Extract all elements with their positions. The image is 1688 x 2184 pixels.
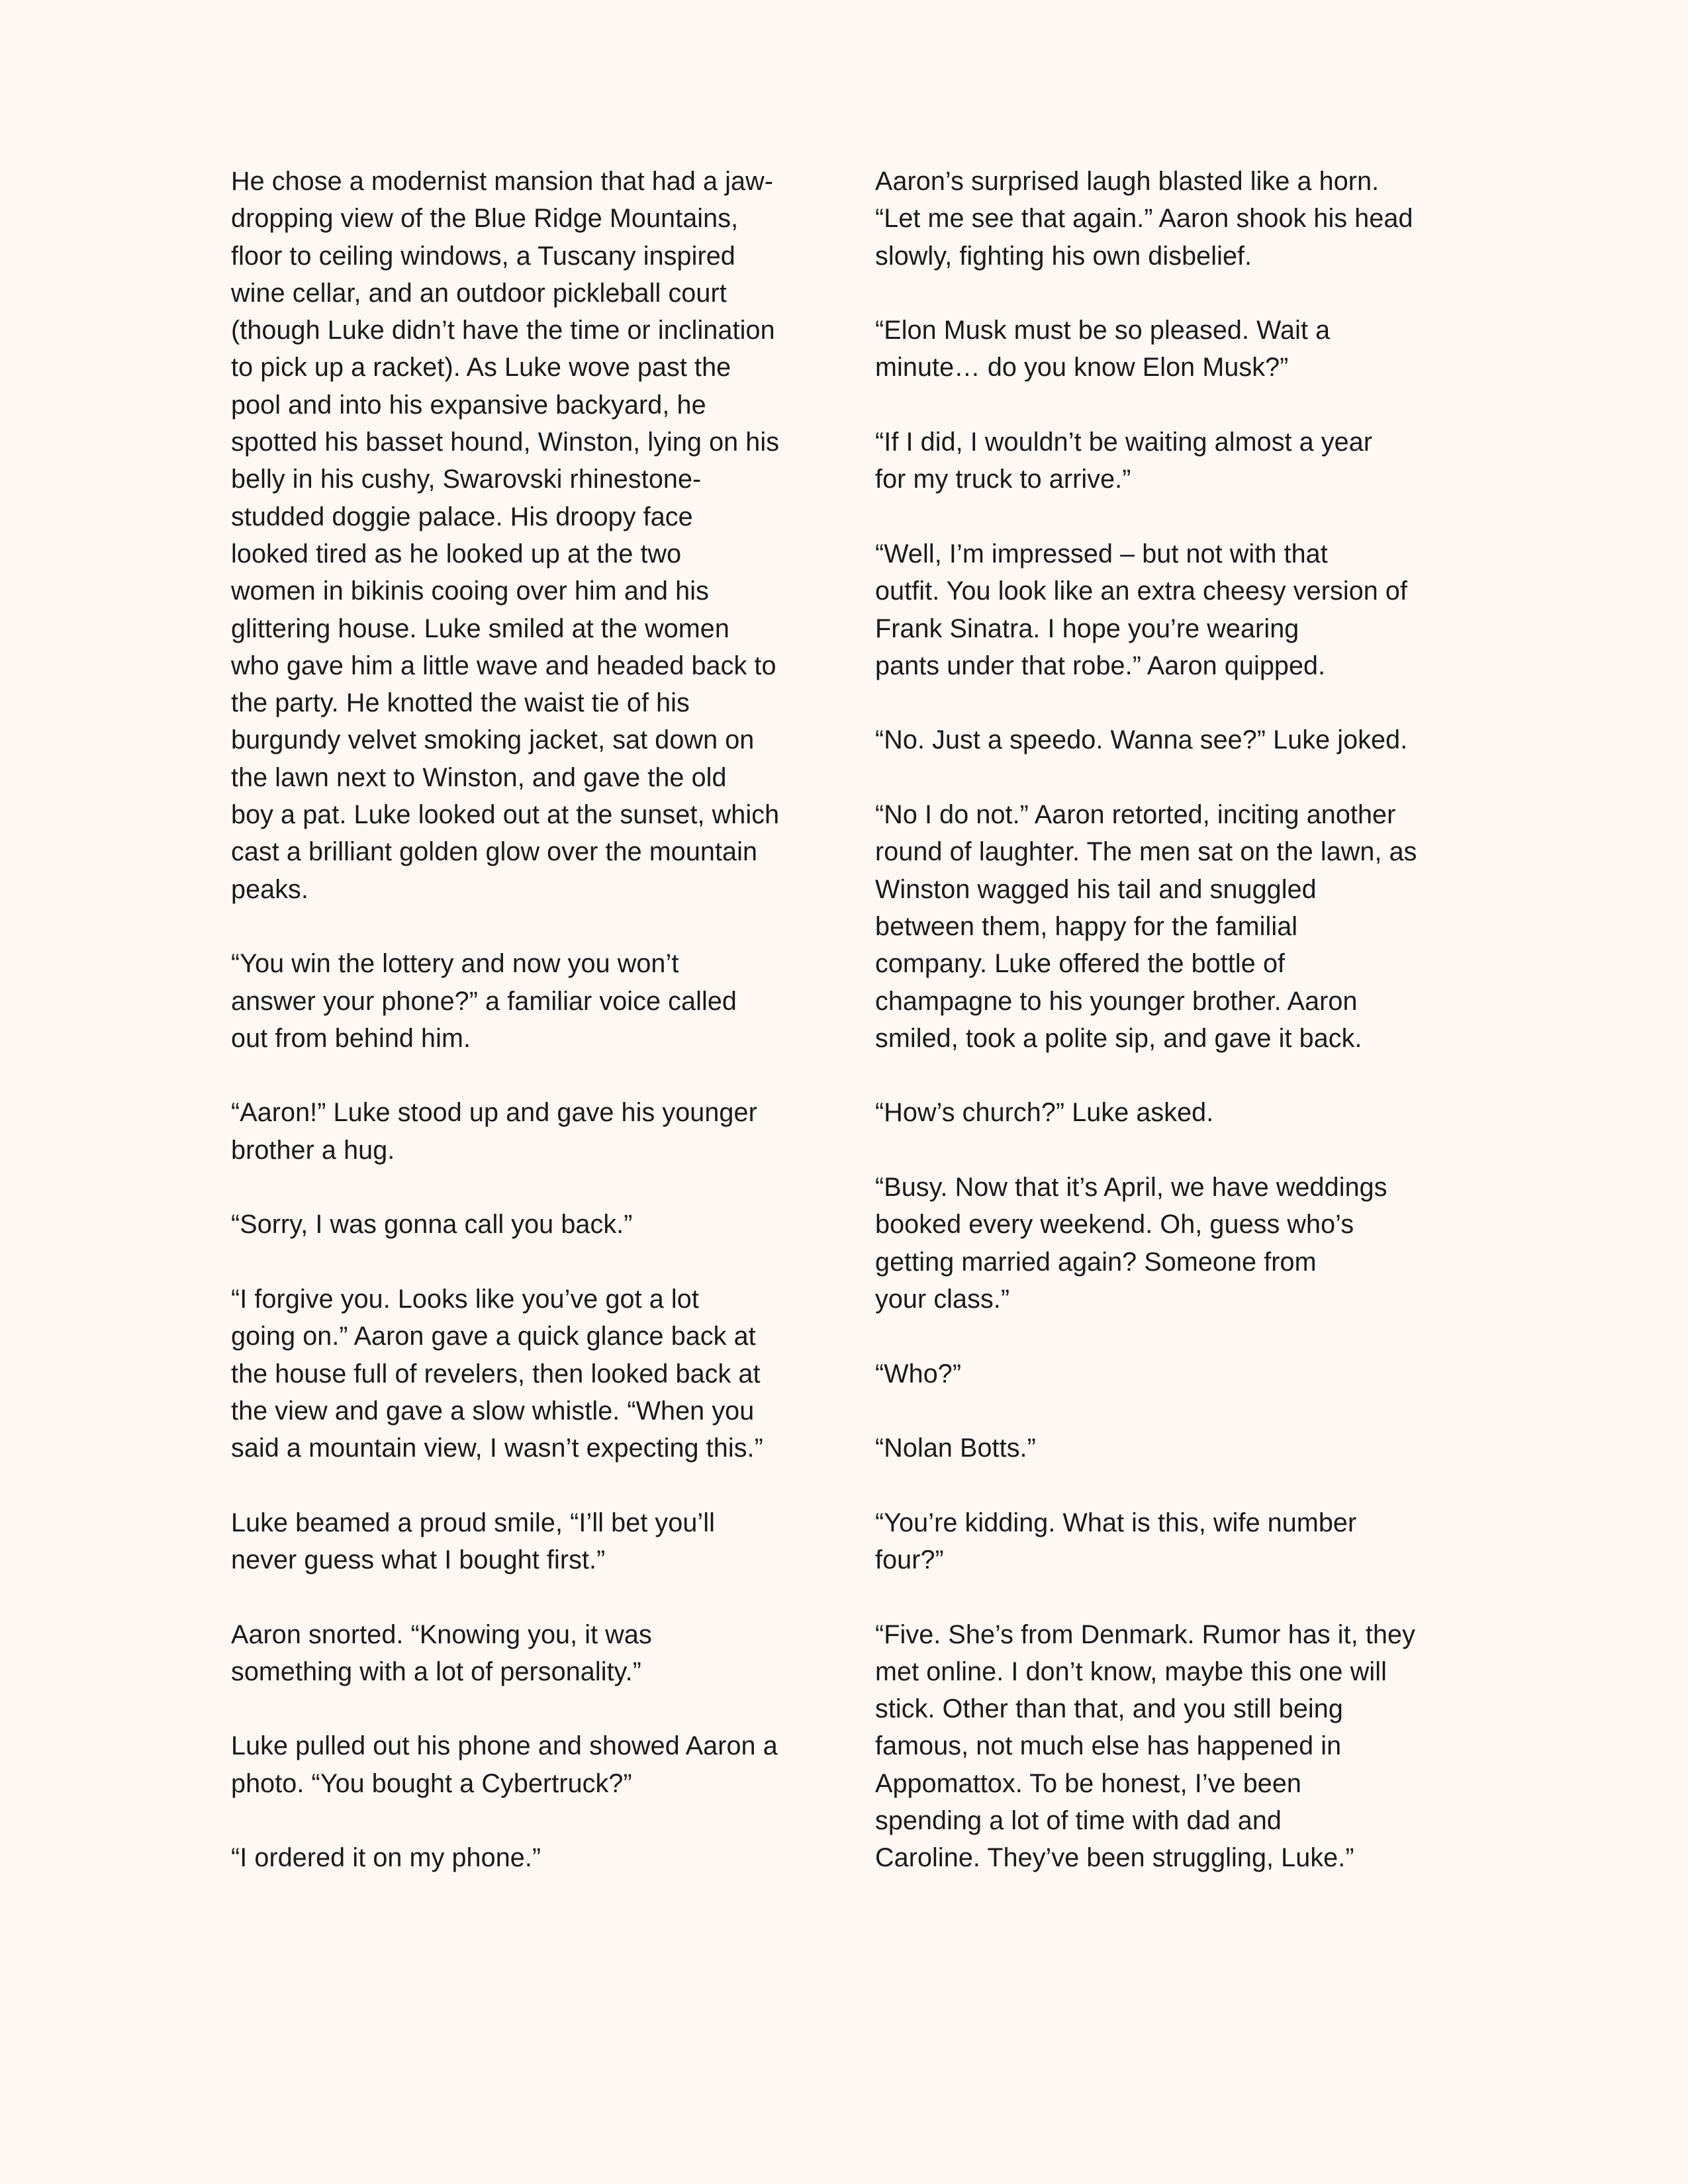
text-line: photo. “You bought a Cybertruck?” <box>231 1768 632 1798</box>
paragraph <box>875 721 1464 758</box>
paragraph-gap <box>231 1169 820 1206</box>
paragraph-gap <box>231 1802 820 1839</box>
text-line: “Let me see that again.” Aaron shook his head <box>875 204 1413 234</box>
paragraph-gap <box>231 908 820 945</box>
text-line: said a mountain view, I wasn’t expecting this.” <box>231 1433 763 1463</box>
text-line: pool and into his expansive backyard, he <box>231 390 706 420</box>
text-line: the view and gave a slow whistle. “When you <box>231 1396 755 1426</box>
text-line: the party. He knotted the waist tie of his <box>231 688 690 718</box>
right-text-column <box>875 163 1464 1877</box>
text-line: Aaron’s surprised laugh blasted like a horn. <box>875 167 1380 196</box>
text-line: pants under that robe.” Aaron quipped. <box>875 651 1326 680</box>
text-line: for my truck to arrive.” <box>875 465 1131 494</box>
paragraph-gap <box>231 1467 820 1504</box>
paragraph <box>231 1206 820 1243</box>
paragraph <box>875 312 1464 387</box>
text-line: burgundy velvet smoking jacket, sat down on <box>231 725 755 755</box>
text-line: met online. I don’t know, maybe this one will <box>875 1657 1387 1686</box>
text-line: famous, not much else has happened in <box>875 1731 1342 1761</box>
text-line: slowly, fighting his own disbelief. <box>875 241 1252 271</box>
paragraph <box>875 1094 1464 1131</box>
paragraph <box>231 1504 820 1579</box>
text-line: never guess what I bought first.” <box>231 1545 606 1574</box>
text-line: who gave him a little wave and headed back to <box>231 651 776 680</box>
text-line: cast a brilliant golden glow over the mountain <box>231 837 758 867</box>
paragraph <box>231 1281 820 1467</box>
paragraph <box>875 1616 1464 1877</box>
text-line: Appomattox. To be honest, I’ve been <box>875 1768 1301 1798</box>
text-line: looked tired as he looked up at the two <box>231 539 682 569</box>
paragraph <box>231 163 820 908</box>
text-line: your class.” <box>875 1284 1010 1314</box>
paragraph <box>875 535 1464 684</box>
text-line: out from behind him. <box>231 1023 471 1053</box>
text-line: Frank Sinatra. I hope you’re wearing <box>875 614 1299 643</box>
paragraph-gap <box>231 1578 820 1615</box>
text-line: “No I do not.” Aaron retorted, inciting another <box>875 800 1396 830</box>
left-text-column <box>231 163 820 1877</box>
text-line: “No. Just a speedo. Wanna see?” Luke joked. <box>875 725 1408 755</box>
text-line: spotted his basset hound, Winston, lying on his <box>231 428 780 457</box>
text-line: “Five. She’s from Denmark. Rumor has it, they <box>875 1619 1415 1649</box>
text-line: smiled, took a polite sip, and gave it back. <box>875 1023 1362 1053</box>
text-line: spending a lot of time with dad and <box>875 1806 1282 1836</box>
text-line: “Busy. Now that it’s April, we have weddings <box>875 1173 1387 1203</box>
text-line: glittering house. Luke smiled at the women <box>231 614 729 643</box>
text-line: “I ordered it on my phone.” <box>231 1843 541 1873</box>
text-line: company. Luke offered the bottle of <box>875 949 1286 979</box>
paragraph-gap <box>875 275 1464 312</box>
paragraph <box>231 1094 820 1169</box>
text-line: getting married again? Someone from <box>875 1247 1317 1277</box>
paragraph-gap <box>875 387 1464 424</box>
paragraph <box>231 1616 820 1691</box>
paragraph <box>231 945 820 1057</box>
paragraph <box>231 1727 820 1802</box>
text-line: “Nolan Botts.” <box>875 1433 1036 1463</box>
paragraph <box>875 796 1464 1057</box>
paragraph-gap <box>875 1392 1464 1430</box>
text-line: “Aaron!” Luke stood up and gave his younger <box>231 1098 757 1128</box>
text-line: women in bikinis cooing over him and his <box>231 576 709 606</box>
text-line: the house full of revelers, then looked back at <box>231 1359 761 1388</box>
text-line: Caroline. They’ve been struggling, Luke.” <box>875 1843 1354 1873</box>
paragraph <box>875 1430 1464 1467</box>
text-line: stick. Other than that, and you still being <box>875 1694 1343 1724</box>
text-line: dropping view of the Blue Ridge Mountains, <box>231 204 739 234</box>
text-line: He chose a modernist mansion that had a jaw- <box>231 167 773 196</box>
paragraph-gap <box>875 1057 1464 1094</box>
paragraph-gap <box>875 498 1464 535</box>
text-line: “You win the lottery and now you won’t <box>231 949 679 979</box>
text-line: “Who?” <box>875 1359 962 1388</box>
paragraph-gap <box>875 1467 1464 1504</box>
text-line: “If I did, I wouldn’t be waiting almost a year <box>875 428 1373 457</box>
text-line: minute… do you know Elon Musk?” <box>875 353 1289 383</box>
paragraph-gap <box>875 759 1464 796</box>
text-line: Luke beamed a proud smile, “I’ll bet you’ll <box>231 1508 716 1537</box>
text-line: something with a lot of personality.” <box>231 1657 641 1686</box>
paragraph-gap <box>875 1318 1464 1355</box>
text-line: outfit. You look like an extra cheesy version of <box>875 576 1408 606</box>
paragraph <box>875 1355 1464 1392</box>
paragraph-gap <box>231 1057 820 1094</box>
paragraph <box>875 1169 1464 1318</box>
text-line: floor to ceiling windows, a Tuscany inspired <box>231 241 735 271</box>
paragraph <box>875 1504 1464 1579</box>
text-line: round of laughter. The men sat on the lawn, as <box>875 837 1417 867</box>
text-line: to pick up a racket). As Luke wove past the <box>231 353 731 383</box>
paragraph-gap <box>875 684 1464 721</box>
text-line: brother a hug. <box>231 1135 395 1165</box>
paragraph-gap <box>231 1690 820 1727</box>
text-line: Luke pulled out his phone and showed Aaron a <box>231 1731 778 1761</box>
text-line: four?” <box>875 1545 944 1574</box>
paragraph <box>875 163 1464 275</box>
paragraph <box>231 1839 820 1876</box>
text-line: the lawn next to Winston, and gave the old <box>231 762 727 792</box>
paragraph-gap <box>875 1132 1464 1169</box>
text-line: answer your phone?” a familiar voice called <box>231 986 737 1016</box>
text-line: going on.” Aaron gave a quick glance back at <box>231 1322 756 1351</box>
text-line: “Well, I’m impressed – but not with that <box>875 539 1328 569</box>
text-line: between them, happy for the familial <box>875 911 1298 941</box>
text-line: (though Luke didn’t have the time or inclination <box>231 316 775 345</box>
text-line: boy a pat. Luke looked out at the sunset, which <box>231 800 780 830</box>
text-line: peaks. <box>231 874 308 904</box>
text-line: “How’s church?” Luke asked. <box>875 1098 1214 1128</box>
text-line: booked every weekend. Oh, guess who’s <box>875 1210 1354 1240</box>
text-line: “Elon Musk must be so pleased. Wait a <box>875 316 1331 345</box>
text-line: Aaron snorted. “Knowing you, it was <box>231 1619 652 1649</box>
text-line: studded doggie palace. His droopy face <box>231 502 693 531</box>
text-line: Winston wagged his tail and snuggled <box>875 874 1317 904</box>
text-line: “Sorry, I was gonna call you back.” <box>231 1210 633 1240</box>
text-line: “You’re kidding. What is this, wife number <box>875 1508 1357 1537</box>
text-line: wine cellar, and an outdoor pickleball court <box>231 278 727 308</box>
text-line: “I forgive you. Looks like you’ve got a lot <box>231 1284 699 1314</box>
paragraph-gap <box>875 1578 1464 1615</box>
paragraph-gap <box>231 1244 820 1281</box>
paragraph <box>875 424 1464 498</box>
text-line: champagne to his younger brother. Aaron <box>875 986 1358 1016</box>
text-line: belly in his cushy, Swarovski rhinestone- <box>231 465 702 494</box>
